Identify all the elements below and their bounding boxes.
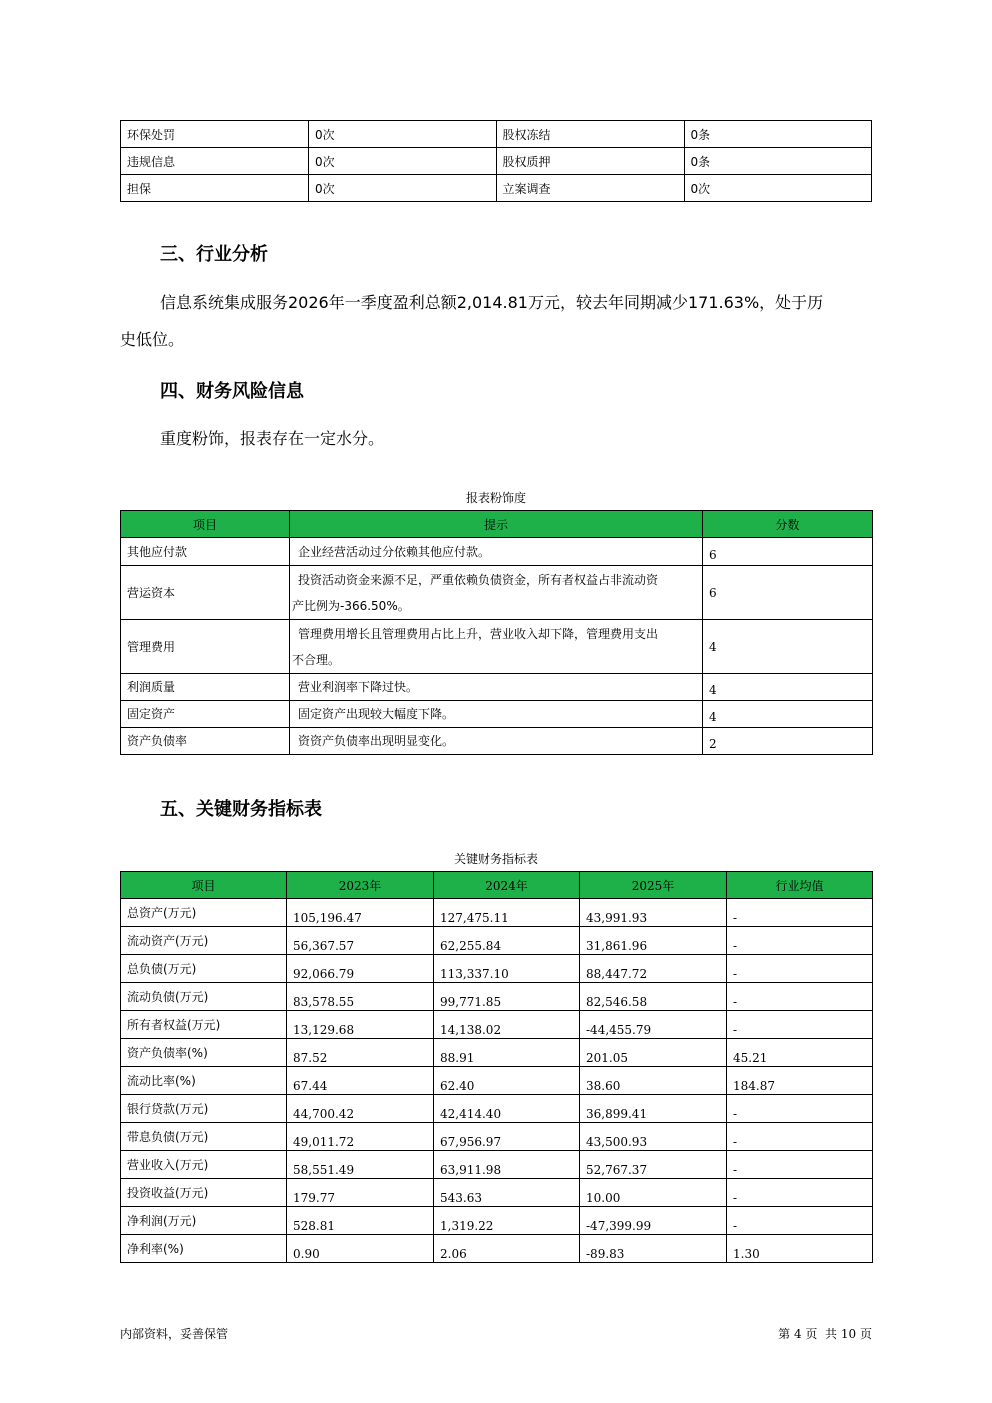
risk-value: 0次: [684, 175, 872, 202]
indicator-name: 带息负债(万元): [121, 1123, 287, 1151]
score-hint: [290, 620, 703, 674]
indicator-value: -89.83: [580, 1235, 727, 1263]
indicator-value: 49,011.72: [287, 1123, 434, 1151]
page-suffix: 页: [859, 1327, 872, 1341]
industry-average-value: -: [727, 1123, 873, 1151]
industry-average-value: 1.30: [727, 1235, 873, 1263]
column-header: 提示: [290, 511, 703, 538]
industry-average-value: -: [727, 1151, 873, 1179]
industry-average-value: -: [727, 1095, 873, 1123]
indicator-value: 13,129.68: [287, 1011, 434, 1039]
table-row: [121, 1039, 873, 1067]
indicator-value: 179.77: [287, 1179, 434, 1207]
column-header: 2024年: [434, 872, 580, 899]
table-row: [121, 927, 873, 955]
score-hint-line2: 产比例为-366.50%。: [292, 598, 410, 613]
score-hint: [290, 674, 703, 701]
industry-average-value: -: [727, 1207, 873, 1235]
table-row: [121, 674, 873, 701]
page-mid: 页 共: [805, 1327, 838, 1341]
risk-label: 环保处罚: [121, 121, 309, 148]
indicator-value: 36,899.41: [580, 1095, 727, 1123]
indicator-value: 87.52: [287, 1039, 434, 1067]
indicator-value: -44,455.79: [580, 1011, 727, 1039]
industry-average-value: 45.21: [727, 1039, 873, 1067]
score-hint-text: 资资产负债率出现明显变化。: [298, 734, 455, 748]
indicator-name: 所有者权益(万元): [121, 1011, 287, 1039]
indicator-value: 543.63: [434, 1179, 580, 1207]
indicator-value: 43,500.93: [580, 1123, 727, 1151]
indicator-name: 资产负债率(%): [121, 1039, 287, 1067]
page-prefix: 第: [778, 1327, 791, 1341]
table-row: [121, 620, 873, 674]
column-header: 项目: [121, 511, 290, 538]
column-header: 行业均值: [727, 872, 873, 899]
industry-average-value: -: [727, 983, 873, 1011]
score-value: 6: [703, 538, 873, 566]
score-value: 4: [703, 701, 873, 728]
indicator-value: 82,546.58: [580, 983, 727, 1011]
table-row: [121, 148, 872, 175]
score-item: 资产负债率: [121, 728, 290, 755]
table-row: [121, 1235, 873, 1263]
indicator-name: 投资收益(万元): [121, 1179, 287, 1207]
score-item: 利润质量: [121, 674, 290, 701]
score-hint-line1: 管理费用增长且管理费用占比上升，营业收入却下降，管理费用支出: [298, 626, 659, 641]
table-row: [121, 121, 872, 148]
risk-label: 股权质押: [496, 148, 684, 175]
table-row: [121, 175, 872, 202]
risk-summary-table: [120, 120, 872, 202]
industry-average-value: -: [727, 1179, 873, 1207]
indicator-value: 127,475.11: [434, 899, 580, 927]
score-hint-text: 固定资产出现较大幅度下降。: [298, 707, 455, 721]
industry-average-value: -: [727, 927, 873, 955]
indicator-value: 113,337.10: [434, 955, 580, 983]
indicator-value: 67.44: [287, 1067, 434, 1095]
indicator-value: 43,991.93: [580, 899, 727, 927]
indicator-value: 201.05: [580, 1039, 727, 1067]
industry-paragraph-line1: 信息系统集成服务2026年一季度盈利总额2,014.81万元，较去年同期减少171.63%，处于历: [160, 293, 824, 312]
indicator-value: 83,578.55: [287, 983, 434, 1011]
risk-value: 0次: [309, 148, 497, 175]
indicator-value: 14,138.02: [434, 1011, 580, 1039]
score-hint-line1: 投资活动资金来源不足，严重依赖负债资金，所有者权益占非流动资: [298, 572, 659, 587]
table-row: [121, 538, 873, 566]
indicator-name: 净利润(万元): [121, 1207, 287, 1235]
score-hint: [290, 701, 703, 728]
column-header: 2025年: [580, 872, 727, 899]
risk-value: 0次: [309, 121, 497, 148]
table-header-row: [121, 872, 873, 899]
column-header: 2023年: [287, 872, 434, 899]
section-heading-financial-risk: 四、财务风险信息: [160, 381, 304, 402]
indicator-value: 58,551.49: [287, 1151, 434, 1179]
score-value: 2: [703, 728, 873, 755]
table-row: [121, 1151, 873, 1179]
score-value: 4: [703, 674, 873, 701]
table-row: [121, 1123, 873, 1151]
score-hint-text: 营业利润率下降过快。: [298, 680, 419, 694]
indicator-value: 99,771.85: [434, 983, 580, 1011]
key-financial-table: [120, 871, 873, 1263]
indicator-value: 38.60: [580, 1067, 727, 1095]
industry-paragraph-line2: 史低位。: [120, 330, 185, 349]
indicator-value: -47,399.99: [580, 1207, 727, 1235]
table-row: [121, 955, 873, 983]
indicator-value: 63,911.98: [434, 1151, 580, 1179]
risk-label: 担保: [121, 175, 309, 202]
page-total: 10: [840, 1327, 857, 1341]
score-item: 其他应付款: [121, 538, 290, 566]
indicator-value: 88.91: [434, 1039, 580, 1067]
indicator-name: 净利率(%): [121, 1235, 287, 1263]
indicator-name: 总资产(万元): [121, 899, 287, 927]
industry-average-value: -: [727, 899, 873, 927]
footer-page-number: [778, 1325, 872, 1342]
score-item: 固定资产: [121, 701, 290, 728]
table-row: [121, 701, 873, 728]
indicator-value: 44,700.42: [287, 1095, 434, 1123]
indicator-value: 1,319.22: [434, 1207, 580, 1235]
industry-average-value: -: [727, 1011, 873, 1039]
indicator-value: 88,447.72: [580, 955, 727, 983]
column-header: 分数: [703, 511, 873, 538]
risk-value: 0次: [309, 175, 497, 202]
indicator-value: 52,767.37: [580, 1151, 727, 1179]
score-item: 管理费用: [121, 620, 290, 674]
indicator-name: 营业收入(万元): [121, 1151, 287, 1179]
risk-label: 立案调查: [496, 175, 684, 202]
table-row: [121, 1095, 873, 1123]
score-item: 营运资本: [121, 566, 290, 620]
table-row: [121, 728, 873, 755]
industry-average-value: 184.87: [727, 1067, 873, 1095]
table-header-row: [121, 511, 873, 538]
table-row: [121, 1011, 873, 1039]
risk-value: 0条: [684, 148, 872, 175]
column-header: 项目: [121, 872, 287, 899]
table-row: [121, 983, 873, 1011]
indicator-name: 总负债(万元): [121, 955, 287, 983]
indicator-value: 92,066.79: [287, 955, 434, 983]
table-row: [121, 1179, 873, 1207]
score-value: 4: [703, 620, 873, 674]
financial-risk-paragraph: 重度粉饰，报表存在一定水分。: [160, 429, 385, 448]
indicator-value: 67,956.97: [434, 1123, 580, 1151]
table-row: [121, 566, 873, 620]
section-heading-industry: 三、行业分析: [160, 244, 268, 265]
indicator-name: 流动比率(%): [121, 1067, 287, 1095]
indicator-value: 62,255.84: [434, 927, 580, 955]
table-row: [121, 1207, 873, 1235]
footer-confidential-note: 内部资料，妥善保管: [120, 1327, 229, 1341]
fin-table-caption: 关键财务指标表: [453, 852, 538, 866]
indicator-value: 56,367.57: [287, 927, 434, 955]
indicator-value: 105,196.47: [287, 899, 434, 927]
indicator-name: 银行贷款(万元): [121, 1095, 287, 1123]
score-hint: [290, 728, 703, 755]
industry-average-value: -: [727, 955, 873, 983]
table-row: [121, 899, 873, 927]
indicator-value: 2.06: [434, 1235, 580, 1263]
risk-label: 违规信息: [121, 148, 309, 175]
score-hint: [290, 538, 703, 566]
score-value: 6: [703, 566, 873, 620]
indicator-name: 流动负债(万元): [121, 983, 287, 1011]
score-hint-text: 企业经营活动过分依赖其他应付款。: [298, 544, 491, 559]
table-row: [121, 1067, 873, 1095]
indicator-value: 528.81: [287, 1207, 434, 1235]
indicator-value: 0.90: [287, 1235, 434, 1263]
score-table: [120, 510, 873, 755]
score-table-caption: 报表粉饰度: [465, 491, 526, 505]
indicator-value: 10.00: [580, 1179, 727, 1207]
section-heading-key-indicators: 五、关键财务指标表: [160, 799, 322, 820]
risk-label: 股权冻结: [496, 121, 684, 148]
indicator-name: 流动资产(万元): [121, 927, 287, 955]
indicator-value: 62.40: [434, 1067, 580, 1095]
score-hint: [290, 566, 703, 620]
indicator-value: 31,861.96: [580, 927, 727, 955]
risk-value: 0条: [684, 121, 872, 148]
page-current: 4: [793, 1327, 802, 1341]
indicator-value: 42,414.40: [434, 1095, 580, 1123]
score-hint-line2: 不合理。: [292, 652, 341, 667]
